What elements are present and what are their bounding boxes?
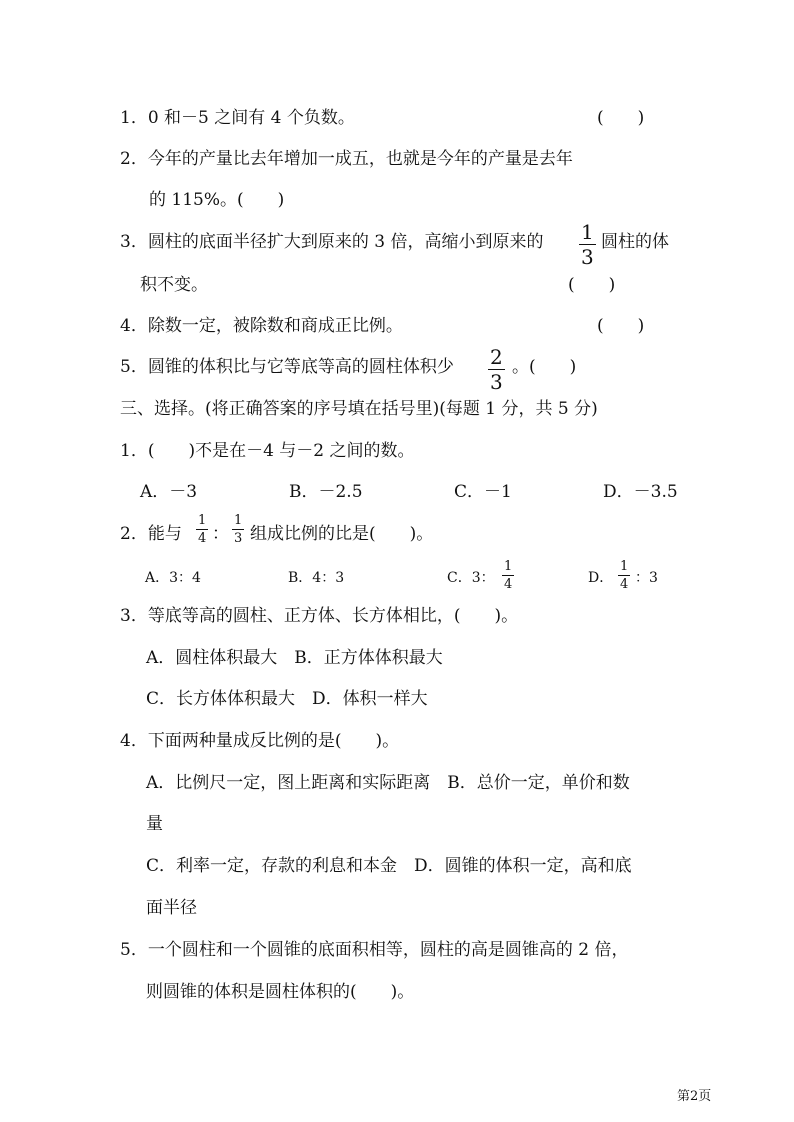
judge-q3-pre: 3．圆柱的底面半径扩大到原来的 3 倍，高缩小到原来的 (120, 232, 544, 252)
fraction-numerator: 1 (620, 559, 629, 574)
choice-q1-option-c: C．－1 (454, 482, 512, 502)
judge-q3-post: 圆柱的体 (601, 232, 669, 252)
fraction-denominator: 4 (620, 577, 629, 592)
fraction-numerator: 1 (234, 513, 243, 528)
choice-q4-options-cd-line2: 面半径 (146, 898, 197, 918)
fraction-denominator: 4 (198, 531, 207, 546)
choice-q3-options-ab: A．圆柱体积最大 B．正方体体积最大 (146, 648, 443, 668)
choice-q2-option-c-fraction (502, 560, 514, 591)
choice-q1-text: 1．( )不是在－4 与－2 之间的数。 (120, 441, 415, 461)
choice-q2-option-a: A．3：4 (145, 570, 201, 586)
judge-q4-text: 4．除数一定，被除数和商成正比例。 (120, 316, 403, 336)
judge-q3-line2: 积不变。 (140, 275, 208, 295)
choice-q5-line1: 5．一个圆柱和一个圆锥的底面积相等，圆柱的高是圆锥高的 2 倍， (120, 940, 629, 960)
judge-q5-post: 。( ) (512, 357, 577, 377)
choice-q2-option-d-fraction (618, 560, 630, 591)
fraction-denominator: 3 (234, 531, 243, 546)
judge-q4-paren: ( ) (597, 316, 645, 336)
choice-q1-option-b: B．－2.5 (289, 482, 363, 502)
judge-q2-line2: 的 115%。( ) (149, 190, 285, 210)
fraction-denominator: 3 (490, 370, 503, 394)
choice-q1-option-d: D．－3.5 (603, 482, 678, 502)
choice-q2-option-d-label: D． (588, 570, 614, 586)
choice-q4-options-ab-line1: A．比例尺一定，图上距离和实际距离 B．总价一定，单价和数 (146, 773, 630, 793)
judge-q5-pre: 5．圆锥的体积比与它等底等高的圆柱体积少 (120, 357, 454, 377)
choice-q2-pre: 2．能与 (120, 524, 182, 544)
choice-q1-option-a: A．－3 (140, 482, 198, 502)
fraction-numerator: 1 (504, 559, 513, 574)
fraction-numerator: 1 (581, 220, 594, 244)
choice-q2-option-d-rest: ：3 (635, 570, 658, 586)
judge-q3-fraction (579, 222, 596, 267)
choice-q2-fraction-2 (232, 514, 244, 545)
page-number: 第2页 (677, 1089, 712, 1104)
fraction-numerator: 1 (198, 513, 207, 528)
choice-q2-option-c-label: C．3： (447, 570, 495, 586)
fraction-denominator: 4 (504, 577, 513, 592)
judge-q1-text: 1．0 和－5 之间有 4 个负数。 (120, 108, 355, 128)
judge-q1-paren: ( ) (597, 108, 645, 128)
choice-q3-options-cd: C．长方体体积最大 D．体积一样大 (146, 689, 428, 709)
section-heading: 三、选择。(将正确答案的序号填在括号里)(每题 1 分，共 5 分) (120, 399, 598, 419)
judge-q3-paren: ( ) (568, 275, 616, 295)
choice-q4-options-ab-line2: 量 (146, 814, 163, 834)
judge-q2-line1: 2．今年的产量比去年增加一成五，也就是今年的产量是去年 (120, 149, 573, 169)
choice-q3-text: 3．等底等高的圆柱、正方体、长方体相比，( )。 (120, 606, 519, 626)
choice-q4-options-cd-line1: C．利率一定，存款的利息和本金 D．圆锥的体积一定，高和底 (146, 856, 632, 876)
fraction-denominator: 3 (581, 245, 594, 269)
choice-q2-colon: ： (212, 524, 229, 544)
choice-q4-text: 4．下面两种量成反比例的是( )。 (120, 731, 400, 751)
fraction-numerator: 2 (490, 345, 503, 369)
choice-q2-fraction-1 (196, 514, 208, 545)
choice-q2-option-b: B．4：3 (288, 570, 345, 586)
judge-q5-fraction (488, 347, 505, 392)
choice-q2-post: 组成比例的比是( )。 (250, 524, 434, 544)
choice-q5-line2: 则圆锥的体积是圆柱体积的( )。 (146, 982, 415, 1002)
